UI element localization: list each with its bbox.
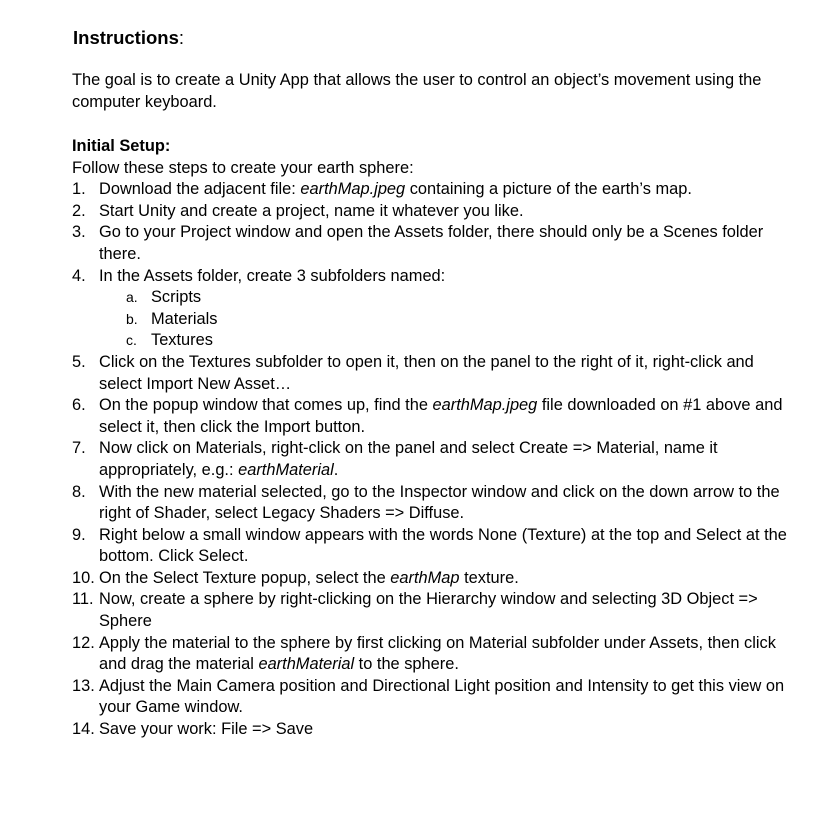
step-number: 10. [72, 568, 95, 587]
step-text: Click on the Textures subfolder to open it, then on the panel to the right of it, right-click and select Import New Asset… [99, 352, 754, 393]
step-12 [72, 633, 792, 676]
heading-title: Instructions [73, 27, 179, 48]
step-text-end: file downloaded on #1 above and select it, then click the Import button. [99, 396, 783, 436]
step-11 [72, 589, 792, 632]
step-5 [72, 352, 792, 395]
step-8 [72, 482, 792, 525]
steps-list [72, 179, 792, 287]
step-number: 14. [72, 720, 95, 739]
subfolder-item [126, 309, 792, 331]
step-number: 6. [72, 396, 86, 415]
step-9 [72, 525, 792, 568]
step-4 [72, 266, 792, 288]
page-heading [73, 26, 184, 50]
step-3 [72, 222, 792, 265]
step-text: With the new material selected, go to the Inspector window and click on the down arrow to the right of Shader, select Legacy Shaders => Diffuse. [99, 482, 780, 523]
step-7 [72, 438, 792, 481]
sub-text: Materials [151, 309, 218, 328]
step-material-name: earthMaterial [258, 655, 355, 674]
step-text: Now, create a sphere by right-clicking on the Hierarchy window and selecting 3D Object => Sphere [99, 590, 758, 631]
sub-text: Scripts [151, 288, 202, 307]
step-text-end: texture. [459, 568, 519, 587]
subfolder-item [126, 287, 792, 309]
step-text: Now click on Materials, right-click on the panel and select Create => Material, name it appropriately, e.g.: [99, 439, 718, 479]
step-text: In the Assets folder, create 3 subfolders named: [99, 266, 446, 285]
step-number: 5. [72, 352, 86, 371]
step-number: 11. [72, 590, 94, 609]
step-number: 4. [72, 266, 86, 285]
step-10 [72, 568, 792, 590]
sub-text: Textures [151, 331, 213, 350]
step-text-end: . [333, 460, 339, 479]
step-1 [72, 179, 792, 201]
step-number: 3. [72, 223, 86, 242]
step-text: On the popup window that comes up, find the [99, 396, 433, 415]
step-text: On the Select Texture popup, select the [99, 568, 391, 587]
step-text: Go to your Project window and open the Assets folder, there should only be a Scenes folder there. [99, 223, 764, 263]
step-text: Apply the material to the sphere by first clicking on Material subfolder under Assets, then click and drag the material [99, 633, 776, 674]
step-text: Right below a small window appears with the words None (Texture) at the top and Select at the bottom. Click Select. [99, 525, 787, 566]
intro-text: The goal is to create a Unity App that allows the user to control an object’s movement using the computer keyboard. [72, 71, 762, 111]
step-13 [72, 676, 792, 719]
step-text-end: containing a picture of the earth’s map. [405, 180, 692, 199]
sub-letter: b. [126, 310, 138, 327]
subfolder-list [72, 287, 792, 352]
steps-list-continued [72, 352, 792, 741]
step-material-name: earthMaterial [238, 460, 334, 479]
step-filename: earthMap.jpeg [432, 396, 538, 415]
subfolder-item [126, 330, 792, 352]
step-text-end: to the sphere. [354, 655, 459, 674]
step-text: Download the adjacent file: [99, 180, 301, 199]
step-number: 1. [72, 180, 86, 199]
step-number: 12. [72, 633, 95, 652]
step-6 [72, 395, 792, 438]
section-title: Initial Setup: [72, 137, 171, 155]
step-number: 7. [72, 439, 86, 458]
step-number: 8. [72, 482, 86, 501]
step-text: Adjust the Main Camera position and Directional Light position and Intensity to get this view on your Game window. [99, 676, 785, 717]
step-text: Save your work: File => Save [99, 720, 314, 739]
intro-paragraph [72, 70, 772, 113]
step-number: 13. [72, 676, 95, 695]
step-2 [72, 201, 792, 223]
heading-colon: : [178, 27, 185, 48]
sub-letter: c. [126, 332, 137, 349]
step-filename: earthMap.jpeg [300, 180, 406, 199]
step-number: 9. [72, 525, 86, 544]
initial-setup-section [72, 136, 792, 741]
section-lead: Follow these steps to create your earth sphere: [72, 158, 414, 177]
step-number: 2. [72, 201, 86, 220]
step-14 [72, 719, 792, 741]
step-texture-name: earthMap [390, 568, 460, 587]
sub-letter: a. [126, 289, 138, 306]
step-text: Start Unity and create a project, name it whatever you like. [99, 201, 524, 220]
